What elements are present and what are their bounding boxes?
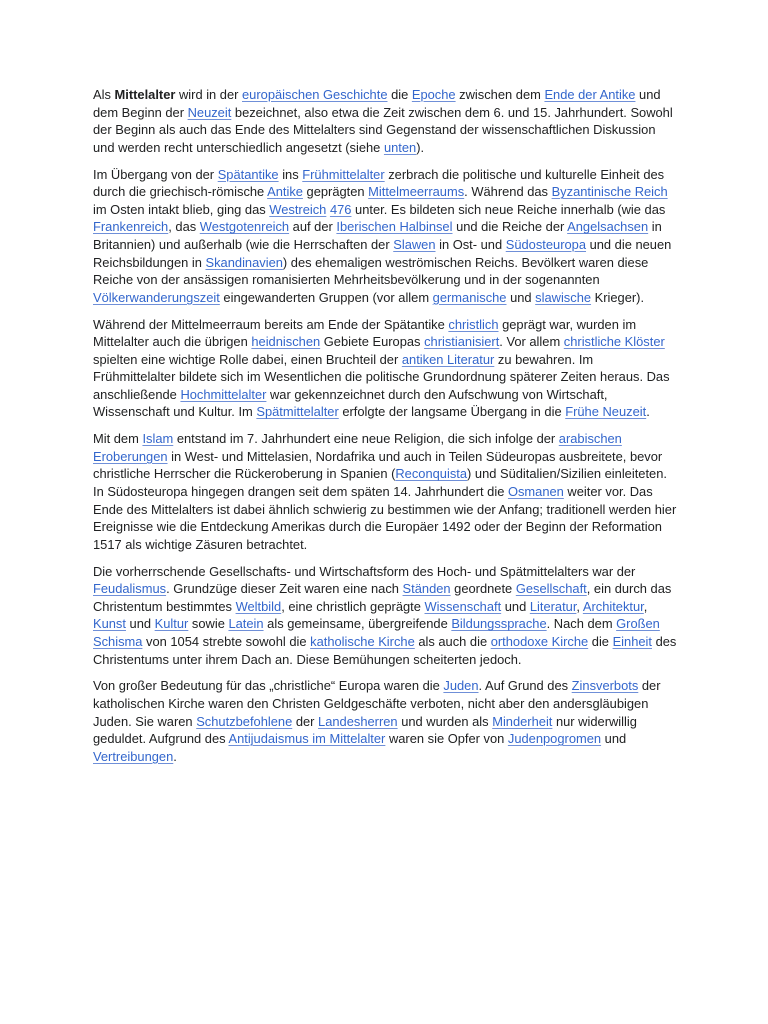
body-text: , eine christlich geprägte (281, 598, 425, 614)
body-text: als auch die (414, 633, 491, 649)
link-kultur[interactable]: Kultur (154, 616, 189, 632)
body-text: unter. Es bildeten sich neue Reiche innerhalb (wie das (351, 201, 666, 217)
body-text: als gemeinsame, übergreifende (263, 616, 452, 632)
body-text: und dem Beginn der (93, 87, 661, 120)
body-text: und (601, 731, 627, 747)
link-latein[interactable]: Latein (228, 616, 264, 632)
paragraph-4 (93, 430, 677, 553)
body-text: die (588, 633, 613, 649)
body-text: eingewanderten Gruppen (vor allem (219, 289, 433, 305)
link-feudalismus[interactable]: Feudalismus (93, 581, 167, 597)
body-text: zerbrach die politische und kulturelle Einheit des durch die griechisch-römische (93, 166, 665, 200)
link-suedosteuropa[interactable]: Südosteuropa (505, 236, 587, 252)
body-text: Im Übergang von der (93, 166, 218, 182)
link-literatur[interactable]: Literatur (529, 598, 577, 614)
body-text: im Osten intakt blieb, ging das (93, 201, 270, 217)
body-text: sowie (188, 616, 229, 632)
body-text: , (576, 598, 583, 614)
link-reconquista[interactable]: Reconquista (395, 466, 468, 482)
link-arabischen-eroberungen[interactable]: arabischen Eroberungen (93, 431, 622, 464)
body-text: der (292, 713, 319, 729)
link-vertreibungen[interactable]: Vertreibungen (93, 748, 174, 764)
body-text: Krieger). (591, 289, 645, 305)
link-westgotenreich[interactable]: Westgotenreich (199, 219, 290, 235)
body-text: in West- und Mittelasien, Nordafrika und auch in Teilen Südeuropas ausbreitete, bevor christliche Herrscher die Rückeroberung in Spanien ( (93, 448, 663, 482)
body-text: . (646, 404, 650, 420)
body-text: nur widerwillig geduldet. Aufgrund des (93, 713, 637, 747)
link-schutzbefohlene[interactable]: Schutzbefohlene (196, 713, 293, 729)
link-landesherren[interactable]: Landesherren (318, 713, 398, 729)
body-text: zu bewahren. Im Frühmittelalter bildete sich im Wesentlichen die politische Grundordnung späterer Zeiten heraus. Das anschließende (93, 351, 670, 402)
body-text: auf der (289, 219, 337, 235)
link-islam[interactable]: Islam (142, 431, 174, 447)
body-text: in Britannien) und außerhalb (wie die Herrschaften der (93, 219, 662, 252)
link-ende-der-antike[interactable]: Ende der Antike (544, 87, 636, 102)
link-weltbild[interactable]: Weltbild (235, 598, 282, 614)
paragraph-5 (93, 563, 677, 669)
link-christliche-kloester[interactable]: christliche Klöster (563, 334, 665, 350)
link-iberischen-halbinsel[interactable]: Iberischen Halbinsel (336, 219, 453, 235)
link-westreich[interactable]: Westreich (269, 201, 327, 217)
link-christlich[interactable]: christlich (448, 316, 499, 332)
body-text: der katholischen Kirche waren den Christen Geldgeschäfte verboten, nicht aber den andersgläubigen Juden. Sie waren (93, 678, 661, 729)
link-kunst[interactable]: Kunst (93, 616, 126, 632)
link-antijudaismus-im-mittelalter[interactable]: Antijudaismus im Mittelalter (228, 731, 386, 747)
link-bildungssprache[interactable]: Bildungssprache (451, 616, 547, 632)
body-text: entstand im 7. Jahrhundert eine neue Religion, die sich infolge der (173, 431, 559, 447)
body-text: Als (93, 87, 115, 102)
link-byzantinische-reich[interactable]: Byzantinische Reich (551, 184, 668, 200)
body-text: ) des ehemaligen weströmischen Reichs. Bevölkert waren diese Reiche von der ansässigen romanisierten Mehrheitsbevölkerung und in der sogenannten (93, 254, 649, 288)
body-text: die (387, 87, 412, 102)
link-katholische-kirche[interactable]: katholische Kirche (310, 633, 415, 649)
body-text: waren sie Opfer von (385, 731, 508, 747)
body-text: und die neuen Reichsbildungen in (93, 236, 672, 270)
paragraph-6 (93, 677, 677, 765)
body-text: Mit dem (93, 431, 143, 447)
body-text: ) und Süditalien/Sizilien einleiteten. In Südosteuropa hingegen drangen seit dem späten 14. Jahrhundert die (93, 466, 667, 500)
paragraph-3 (93, 316, 677, 422)
link-juden[interactable]: Juden (443, 678, 479, 694)
body-text: spielten eine wichtige Rolle dabei, einen Bruchteil der (93, 351, 402, 367)
body-text: bezeichnet, also etwa die Zeit zwischen dem 6. und 15. Jahrhundert. Sowohl der Beginn als auch das Ende des Mittelalters sind Gegenstand der wissenschaftlichen Diskussion und werden recht unterschiedlich angesetzt (siehe (93, 104, 673, 155)
link-neuzeit[interactable]: Neuzeit (187, 104, 232, 120)
body-text: Die vorherrschende Gesellschafts- und Wirtschaftsform des Hoch- und Spätmittelalters war der (93, 563, 636, 579)
link-spaetmittelalter[interactable]: Spätmittelalter (256, 404, 339, 420)
link-staenden[interactable]: Ständen (402, 581, 451, 597)
link-fruehe-neuzeit[interactable]: Frühe Neuzeit (565, 404, 647, 420)
body-text: . (173, 748, 177, 764)
body-text: wird in der (175, 87, 243, 102)
article-body (93, 86, 677, 775)
link-antiken-literatur[interactable]: antiken Literatur (401, 351, 495, 367)
body-text: ins (278, 166, 303, 182)
body-text: , ein durch das Christentum bestimmtes (93, 581, 672, 614)
body-text: und (501, 598, 530, 614)
body-text: . Auf Grund des (478, 678, 572, 694)
body-text: weiter vor. Das Ende des Mittelalters ist dabei ähnlich schwierig zu bestimmen wie der Anfang; traditionell werden hier Ereignisse wie die Entdeckung Amerikas durch die Europäer 1492 oder der Beginn der Reformation 1517 als wichtige Zäsuren betrachtet. (93, 484, 677, 552)
body-text: erfolgte der langsame Übergang in die (338, 404, 566, 420)
link-slawische[interactable]: slawische (535, 289, 592, 305)
link-antike[interactable]: Antike (267, 184, 303, 200)
link-frankenreich[interactable]: Frankenreich (93, 219, 169, 235)
body-text: . Grundzüge dieser Zeit waren eine nach (166, 581, 403, 597)
body-text: Von großer Bedeutung für das „christliche“ Europa waren die (93, 678, 444, 694)
link-christianisiert[interactable]: christianisiert (424, 334, 500, 350)
body-text: in Ost- und (435, 236, 506, 252)
link-fruehmittelalter[interactable]: Frühmittelalter (302, 166, 385, 182)
body-text: geprägten (302, 184, 369, 200)
link-skandinavien[interactable]: Skandinavien (205, 254, 283, 270)
link-germanische[interactable]: germanische (432, 289, 507, 305)
body-text: . Vor allem (499, 334, 564, 350)
link-angelsachsen[interactable]: Angelsachsen (567, 219, 649, 235)
paragraph-1 (93, 86, 677, 156)
link-hochmittelalter[interactable]: Hochmittelalter (180, 386, 267, 402)
link-architektur[interactable]: Architektur (582, 598, 644, 614)
bold-term: Mittelalter (114, 87, 176, 102)
link-judenpogromen[interactable]: Judenpogromen (507, 731, 602, 747)
paragraph-2 (93, 166, 677, 307)
body-text: Während der Mittelmeerraum bereits am Ende der Spätantike (93, 316, 449, 332)
link-orthodoxe-kirche[interactable]: orthodoxe Kirche (490, 633, 589, 649)
link-einheit[interactable]: Einheit (612, 633, 652, 649)
body-text: , das (168, 219, 200, 235)
body-text: , (643, 598, 648, 614)
body-text: zwischen dem (455, 87, 545, 102)
body-text: von 1054 strebte sowohl die (142, 633, 311, 649)
link-osmanen[interactable]: Osmanen (507, 484, 564, 500)
link-grossen-schisma[interactable]: Großen Schisma (93, 616, 660, 649)
link-mittelmeerraums[interactable]: Mittelmeerraums (368, 184, 465, 200)
body-text: Gebiete Europas (320, 334, 425, 350)
link-gesellschaft[interactable]: Gesellschaft (515, 581, 587, 597)
body-text: . Nach dem (546, 616, 617, 632)
link-476[interactable]: 476 (329, 201, 352, 217)
link-zinsverbots[interactable]: Zinsverbots (571, 678, 639, 694)
body-text: geordnete (450, 581, 516, 597)
body-text: und wurden als (397, 713, 493, 729)
link-europaeische-geschichte[interactable]: europäischen Geschichte (242, 87, 388, 102)
link-unten[interactable]: unten (383, 139, 417, 155)
link-minderheit[interactable]: Minderheit (492, 713, 553, 729)
body-text: war gekennzeichnet durch den Aufschwung von Wirtschaft, Wissenschaft und Kultur. Im (93, 386, 608, 420)
body-text: und (125, 616, 155, 632)
link-voelkerwanderungszeit[interactable]: Völkerwanderungszeit (93, 289, 220, 305)
link-spaetantike[interactable]: Spätantike (217, 166, 279, 182)
body-text: und (506, 289, 536, 305)
body-text: ). (416, 139, 425, 155)
body-text: . Während das (464, 184, 552, 200)
link-slawen[interactable]: Slawen (393, 236, 436, 252)
link-heidnischen[interactable]: heidnischen (251, 334, 321, 350)
body-text: geprägt war, wurden im Mittelalter auch die übrigen (93, 316, 637, 350)
link-wissenschaft[interactable]: Wissenschaft (424, 598, 502, 614)
link-epoche[interactable]: Epoche (411, 87, 456, 102)
body-text: des Christentums unter ihrem Dach an. Diese Bemühungen scheiterten jedoch. (93, 633, 677, 667)
body-text: und die Reiche der (452, 219, 568, 235)
